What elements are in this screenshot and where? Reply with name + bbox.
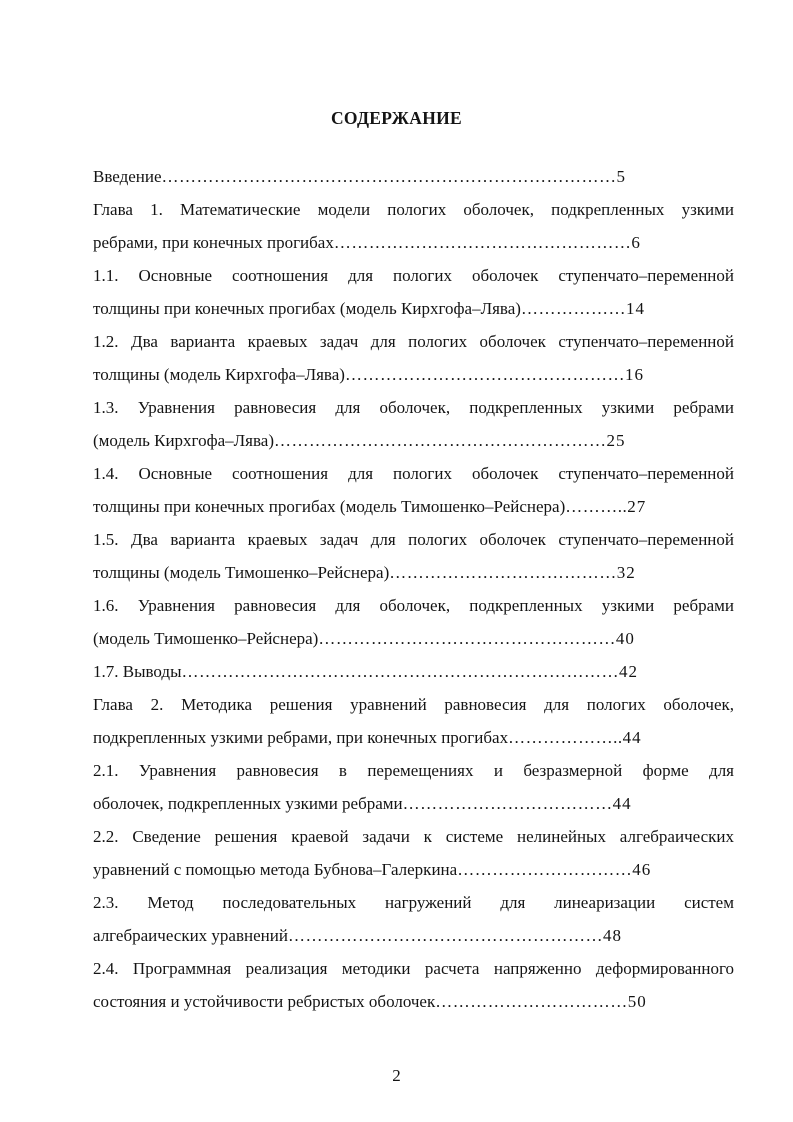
toc-entry-last-line (93, 787, 734, 820)
toc-entry-title: 1.7. Выводы (93, 662, 182, 681)
toc-leader-dots: …………………………………………… (318, 629, 616, 648)
toc-entry-last-line (93, 721, 734, 754)
toc-entry-title: толщины при конечных прогибах (модель Кирхгофа–Лява) (93, 299, 521, 318)
toc-entry-last-line (93, 853, 734, 886)
toc-entry-line: 1.3. Уравнения равновесия для оболочек, подкрепленных узкими ребрами (93, 398, 734, 417)
toc-entry-last-line (93, 919, 734, 952)
toc-entry-last-line (93, 655, 734, 688)
toc-page-number: 25 (606, 431, 626, 450)
toc-entry-line: 2.2. Сведение решения краевой задачи к системе нелинейных алгебраических (93, 827, 734, 846)
toc-entry[interactable] (93, 655, 734, 688)
toc-leader-dots: ……………………………… (402, 794, 613, 813)
toc-page-number: 16 (624, 365, 644, 384)
page-number: 2 (392, 1066, 401, 1085)
toc-leader-dots: ………………………… (457, 860, 633, 879)
toc-entry-line: 2.4. Программная реализация методики расчета напряженно деформированного (93, 959, 734, 978)
toc-entry-last-line (93, 490, 734, 523)
toc-leader-dots: …………………………… (435, 992, 628, 1011)
toc-entry[interactable] (93, 193, 734, 259)
toc-entry-title: толщины (модель Тимошенко–Рейснера) (93, 563, 390, 582)
toc-entry-line: 1.6. Уравнения равновесия для оболочек, подкрепленных узкими ребрами (93, 596, 734, 615)
toc-entry-line: Глава 2. Методика решения уравнений равновесия для пологих оболочек, (93, 695, 734, 714)
toc-page-number: 5 (616, 167, 627, 186)
toc-entry[interactable] (93, 391, 734, 457)
toc-page-number: 6 (631, 233, 641, 252)
toc-leader-dots: ……………….. (508, 728, 623, 747)
toc-entry-title: подкрепленных узкими ребрами, при конечных прогибах (93, 728, 509, 747)
toc-leader-dots: ……………………………………………… (287, 926, 603, 945)
toc-entry-title: состояния и устойчивости ребристых оболочек (93, 992, 436, 1011)
toc-entry-title: алгебраических уравнений (93, 926, 288, 945)
page-title: СОДЕРЖАНИЕ (330, 108, 462, 128)
toc-page-number: 42 (619, 662, 639, 681)
toc-leader-dots: ……………… (520, 299, 626, 318)
toc-entry[interactable] (93, 325, 734, 391)
toc-entry-line: 1.4. Основные соотношения для пологих оболочек ступенчато–переменной (93, 464, 734, 483)
toc-page-number: 14 (625, 299, 645, 318)
toc-page-number: 46 (632, 860, 652, 879)
toc-entry-last-line (93, 985, 734, 1018)
toc-entry-title: оболочек, подкрепленных узкими ребрами (93, 794, 403, 813)
table-of-contents (93, 160, 734, 1018)
toc-entry-line: 1.5. Два варианта краевых задач для пологих оболочек ступенчато–переменной (93, 530, 734, 549)
toc-entry[interactable] (93, 820, 734, 886)
toc-leader-dots: ………………………………… (389, 563, 617, 582)
toc-entry-line: 1.2. Два варианта краевых задач для пологих оболочек ступенчато–переменной (93, 332, 734, 351)
toc-entry-last-line (93, 424, 734, 457)
toc-entry[interactable] (93, 457, 734, 523)
toc-entry[interactable] (93, 754, 734, 820)
toc-entry-title: толщины при конечных прогибах (модель Тимошенко–Рейснера) (93, 497, 566, 516)
toc-entry-title: толщины (модель Кирхгофа–Лява) (93, 365, 345, 384)
toc-page-number: 27 (627, 497, 647, 516)
toc-entry-title: Введение (93, 167, 162, 186)
toc-page-number: 48 (602, 926, 622, 945)
toc-entry-title: (модель Тимошенко–Рейснера) (93, 629, 319, 648)
toc-entry-last-line (93, 358, 734, 391)
toc-entry[interactable] (93, 523, 734, 589)
toc-entry[interactable] (93, 688, 734, 754)
toc-leader-dots: …………………………………………… (333, 233, 632, 252)
toc-entry-line: Глава 1. Математические модели пологих оболочек, подкрепленных узкими (93, 200, 734, 219)
toc-entry[interactable] (93, 160, 734, 193)
toc-entry-last-line (93, 292, 734, 325)
toc-page-number: 44 (622, 728, 642, 747)
toc-entry[interactable] (93, 886, 734, 952)
toc-entry[interactable] (93, 952, 734, 1018)
toc-entry-title: (модель Кирхгофа–Лява) (93, 431, 275, 450)
toc-entry-line: 1.1. Основные соотношения для пологих оболочек ступенчато–переменной (93, 266, 734, 285)
toc-page-number: 44 (612, 794, 632, 813)
toc-page-number: 32 (616, 563, 636, 582)
toc-leader-dots: ………………………………………………… (274, 431, 607, 450)
toc-leader-dots: ……….. (565, 497, 628, 516)
toc-entry-last-line (93, 226, 734, 259)
toc-entry[interactable] (93, 589, 734, 655)
toc-entry-line: 2.1. Уравнения равновесия в перемещениях и безразмерной форме для (93, 761, 734, 780)
toc-entry-title: ребрами, при конечных прогибах (93, 233, 334, 252)
toc-entry[interactable] (93, 259, 734, 325)
toc-entry-last-line (93, 160, 734, 193)
toc-entry-line: 2.3. Метод последовательных нагружений для линеаризации систем (93, 893, 734, 912)
toc-page-number: 50 (627, 992, 647, 1011)
toc-entry-last-line (93, 622, 734, 655)
toc-leader-dots: …………………………………………………………………… (161, 167, 617, 186)
toc-entry-title: уравнений с помощью метода Бубнова–Галеркина (93, 860, 458, 879)
toc-entry-last-line (93, 556, 734, 589)
toc-leader-dots: ………………………………………………………………… (181, 662, 620, 681)
toc-leader-dots: ………………………………………… (344, 365, 625, 384)
toc-page-number: 40 (615, 629, 635, 648)
